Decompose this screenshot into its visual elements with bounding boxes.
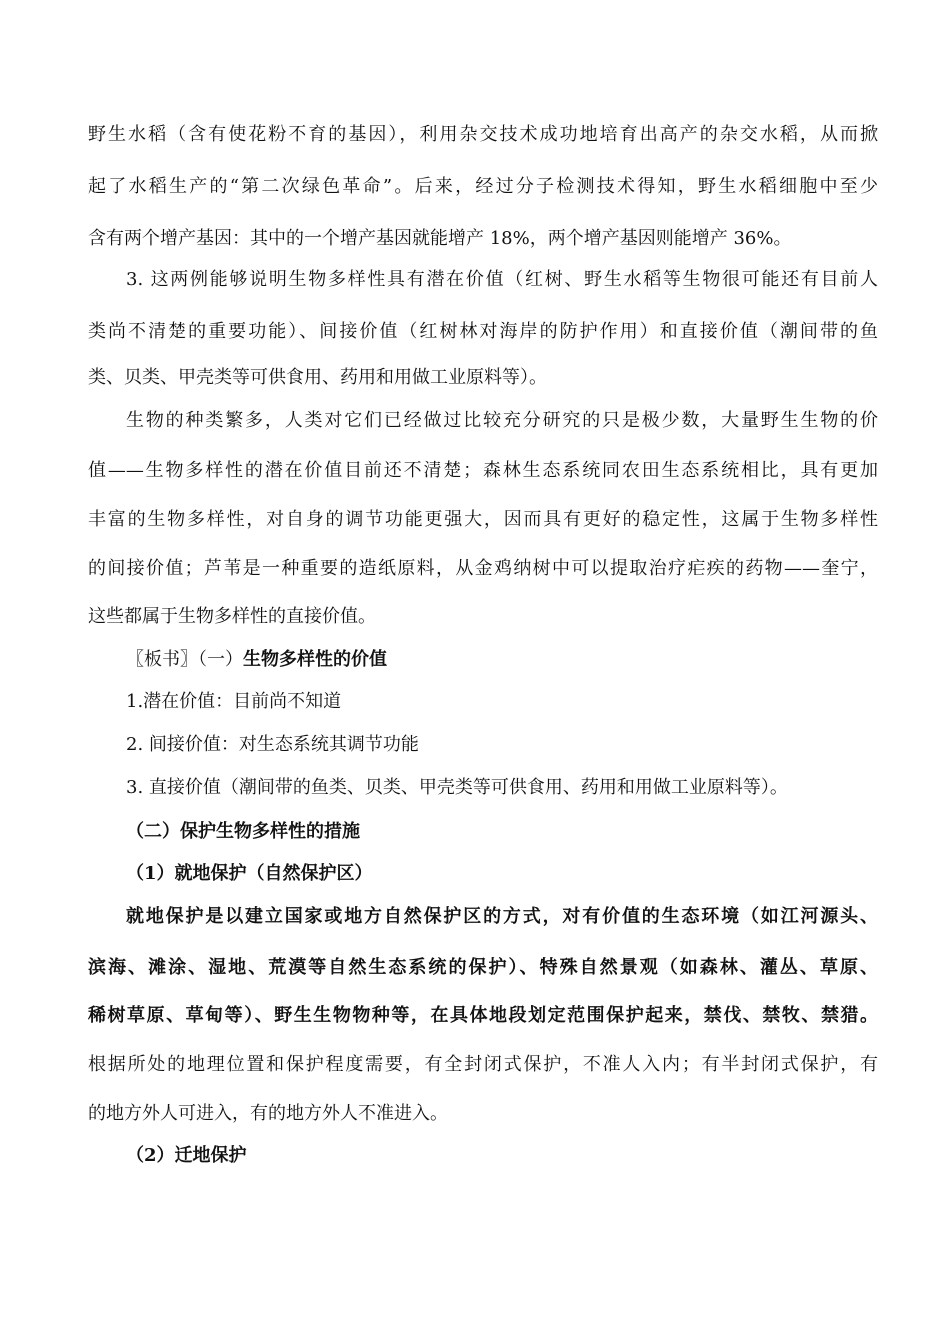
board-item: 3. 直接价值（潮间带的鱼类、贝类、甲壳类等可供食用、药用和用做工业原料等）。 [126, 777, 788, 798]
bold-paragraph-line: 滨海、滩涂、湿地、荒漠等自然生态系统的保护）、特殊自然景观（如森林、灌丛、草原、 [88, 957, 878, 978]
paragraph-line: 的间接价值；芦苇是一种重要的造纸原料，从金鸡纳树中可以提取治疗疟疾的药物——奎宁， [88, 558, 878, 579]
paragraph-line: 丰富的生物多样性，对自身的调节功能更强大，因而具有更好的稳定性，这属于生物多样性 [88, 509, 878, 530]
paragraph-line: 含有两个增产基因：其中的一个增产基因就能增产 18%，两个增产基因则能增产 36%。 [88, 228, 792, 249]
board-item: 1.潜在价值：目前尚不知道 [126, 691, 342, 712]
bold-paragraph-line: 就地保护是以建立国家或地方自然保护区的方式，对有价值的生态环境（如江河源头、 [126, 906, 878, 927]
board-heading [126, 648, 878, 672]
bold-paragraph-line: 稀树草原、草甸等）、野生生物物种等，在具体地段划定范围保护起来，禁伐、禁牧、禁猎。 [88, 1005, 878, 1026]
paragraph-line: 起了水稻生产的“第二次绿色革命”。后来，经过分子检测技术得知，野生水稻细胞中至少 [88, 176, 878, 197]
board-title: 生物多样性的价值 [243, 649, 387, 670]
paragraph-line: 的地方外人可进入，有的地方外人不准进入。 [88, 1103, 448, 1124]
board-prefix: 〖板书〗（一） [126, 649, 243, 670]
paragraph-line: 3. 这两例能够说明生物多样性具有潜在价值（红树、野生水稻等生物很可能还有目前人 [126, 269, 878, 290]
paragraph-line: 根据所处的地理位置和保护程度需要，有全封闭式保护，不准人入内；有半封闭式保护，有 [88, 1054, 878, 1075]
paragraph-line: 这些都属于生物多样性的直接价值。 [88, 606, 376, 627]
subsection-heading: （1）就地保护（自然保护区） [126, 863, 373, 884]
board-item: 2. 间接价值：对生态系统其调节功能 [126, 734, 419, 755]
subsection-heading: （2）迁地保护 [126, 1145, 247, 1166]
paragraph-line: 值——生物多样性的潜在价值目前还不清楚；森林生态系统同农田生态系统相比，具有更加 [88, 460, 878, 481]
paragraph-line: 类、贝类、甲壳类等可供食用、药用和用做工业原料等）。 [88, 367, 547, 388]
paragraph-line: 类尚不清楚的重要功能）、间接价值（红树林对海岸的防护作用）和直接价值（潮间带的鱼 [88, 321, 878, 342]
paragraph-line: 生物的种类繁多，人类对它们已经做过比较充分研究的只是极少数，大量野生生物的价 [126, 410, 878, 431]
section-heading: （二）保护生物多样性的措施 [126, 821, 360, 842]
paragraph-line: 野生水稻（含有使花粉不育的基因），利用杂交技术成功地培育出高产的杂交水稻，从而掀 [88, 124, 878, 145]
